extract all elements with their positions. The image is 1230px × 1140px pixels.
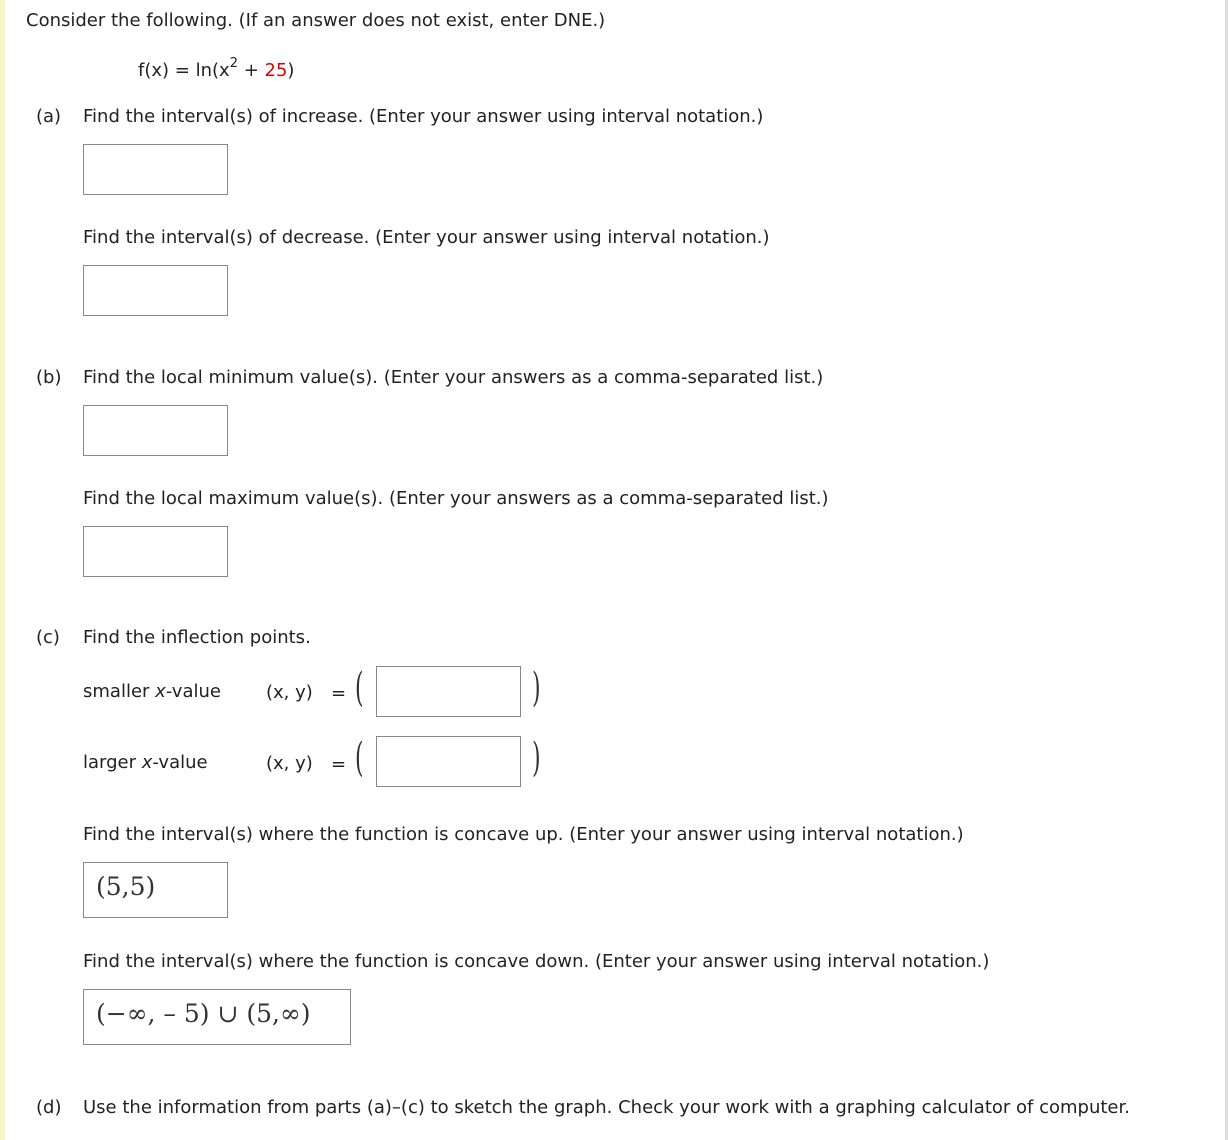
increase-interval-input[interactable] [83,144,228,195]
part-a-question-decrease: Find the interval(s) of decrease. (Enter your answer using interval notation.) [83,227,770,248]
right-margin-bar [1225,0,1228,1140]
smaller-xy-label: (x, y) [266,682,313,703]
function-exponent: 2 [229,56,238,71]
part-a-question-increase: Find the interval(s) of increase. (Enter your answer using interval notation.) [83,106,764,127]
smaller-x-label: smaller x-value [83,681,221,702]
function-close: ) [287,60,295,81]
smaller-close-paren: ) [532,665,541,711]
larger-x-label: larger x-value [83,752,208,773]
function-constant: 25 [264,60,288,81]
larger-equals: = [331,754,347,775]
larger-open-paren: ( [355,735,364,781]
concave-down-question: Find the interval(s) where the function is concave down. (Enter your answer using interval notation.) [83,951,990,972]
part-a-label: (a) [36,106,62,127]
function-plus: + [237,60,265,81]
function-lhs: f(x) [138,60,170,81]
concave-up-answer: (5,5) [96,872,156,901]
concave-down-answer: (−∞, – 5) ∪ (5,∞) [96,999,311,1028]
part-b-question-max: Find the local maximum value(s). (Enter your answers as a comma-separated list.) [83,488,829,509]
concave-up-input[interactable] [83,862,228,918]
function-ln: ln(x [195,60,230,81]
larger-xy-label: (x, y) [266,753,313,774]
part-d-text: Use the information from parts (a)–(c) to sketch the graph. Check your work with a graphing calculator of computer. [83,1097,1130,1118]
larger-point-input[interactable] [376,736,521,787]
local-min-input[interactable] [83,405,228,456]
local-max-input[interactable] [83,526,228,577]
concave-down-input[interactable] [83,989,351,1045]
concave-up-question: Find the interval(s) where the function is concave up. (Enter your answer using interval notation.) [83,824,964,845]
function-eq: = [174,60,190,81]
smaller-open-paren: ( [355,665,364,711]
part-c-label: (c) [36,627,60,648]
part-d-label: (d) [36,1097,62,1118]
larger-close-paren: ) [532,735,541,781]
part-b-question-min: Find the local minimum value(s). (Enter your answers as a comma-separated list.) [83,367,824,388]
function-expression [138,56,295,81]
decrease-interval-input[interactable] [83,265,228,316]
part-c-question-inflection: Find the inflection points. [83,627,311,648]
intro-text: Consider the following. (If an answer does not exist, enter DNE.) [26,10,606,31]
smaller-point-input[interactable] [376,666,521,717]
smaller-equals: = [331,683,347,704]
left-margin-bar [0,0,5,1140]
part-b-label: (b) [36,367,62,388]
